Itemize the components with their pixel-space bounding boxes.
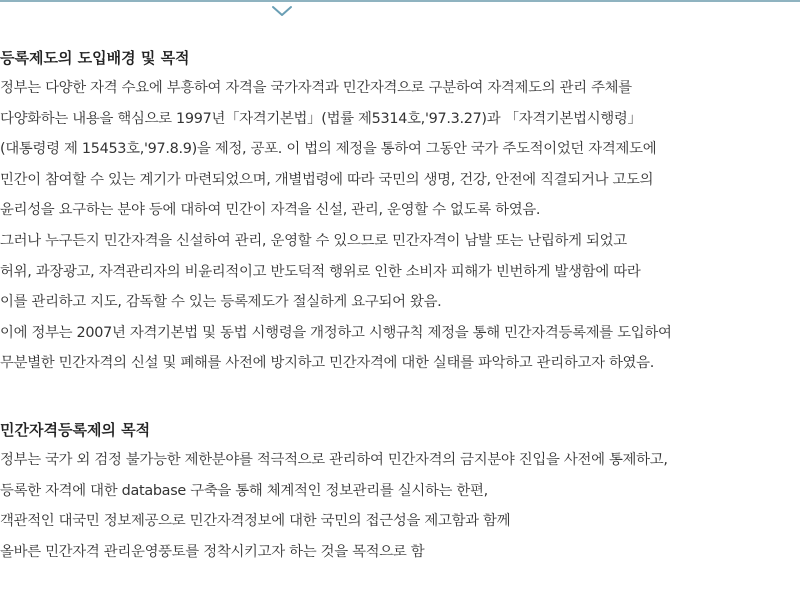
paragraph-line: 올바른 민간자격 관리운영풍토를 정착시키고자 하는 것을 목적으로 함 — [0, 543, 425, 560]
paragraph-line: 다양화하는 내용을 핵심으로 1997년「자격기본법」(법률 제5314호,'97.3.27)과 「자격기본법시행령」 — [0, 110, 642, 127]
section-heading: 민간자격등록제의 목적 — [0, 420, 151, 439]
paragraph-line: 민간이 참여할 수 있는 계기가 마련되었으며, 개별법령에 따라 국민의 생명, 건강, 안전에 직결되거나 고도의 — [0, 171, 654, 188]
paragraph-line: 이를 관리하고 지도, 감독할 수 있는 등록제도가 절실하게 요구되어 왔음. — [0, 294, 442, 311]
paragraph-line: (대통령령 제 15453호,'97.8.9)을 제정, 공포. 이 법의 제정을 통하여 그동안 국가 주도적이었던 자격제도에 — [0, 141, 657, 158]
section-purpose — [0, 415, 800, 567]
chevron-down-icon — [271, 4, 293, 18]
paragraph-line: 허위, 과장광고, 자격관리자의 비윤리적이고 반도덕적 행위로 인한 소비자 피해가 빈번하게 발생함에 따라 — [0, 263, 641, 280]
paragraph-line: 그러나 누구든지 민간자격을 신설하여 관리, 운영할 수 있으므로 민간자격이 남발 또는 난립하게 되었고 — [0, 232, 627, 249]
paragraph-line: 정부는 국가 외 검정 불가능한 제한분야를 적극적으로 관리하여 민간자격의 금지분야 진입을 사전에 통제하고, — [0, 451, 668, 468]
paragraph-line: 등록한 자격에 대한 database 구축을 통해 체계적인 정보관리를 실시하는 한편, — [0, 482, 488, 499]
paragraph-line: 정부는 다양한 자격 수요에 부흥하여 자격을 국가자격과 민간자격으로 구분하여 자격제도의 관리 주체를 — [0, 80, 632, 96]
section-background — [0, 43, 800, 379]
paragraph-line: 객관적인 대국민 정보제공으로 민간자격정보에 대한 국민의 접근성을 제고함과 함께 — [0, 513, 511, 530]
top-divider — [0, 0, 800, 2]
collapse-toggle[interactable] — [271, 4, 293, 18]
article-body — [0, 43, 800, 567]
paragraph-line: 무분별한 민간자격의 신설 및 폐해를 사전에 방지하고 민간자격에 대한 실태를 파악하고 관리하고자 하였음. — [0, 355, 655, 372]
paragraph-line: 윤리성을 요구하는 분야 등에 대하여 민간이 자격을 신설, 관리, 운영할 수 없도록 하였음. — [0, 202, 541, 219]
section-spacer — [0, 379, 800, 415]
paragraph-line: 이에 정부는 2007년 자격기본법 및 동법 시행령을 개정하고 시행규칙 제정을 통해 민간자격등록제를 도입하여 — [0, 324, 672, 341]
section-heading: 등록제도의 도입배경 및 목적 — [0, 49, 190, 67]
